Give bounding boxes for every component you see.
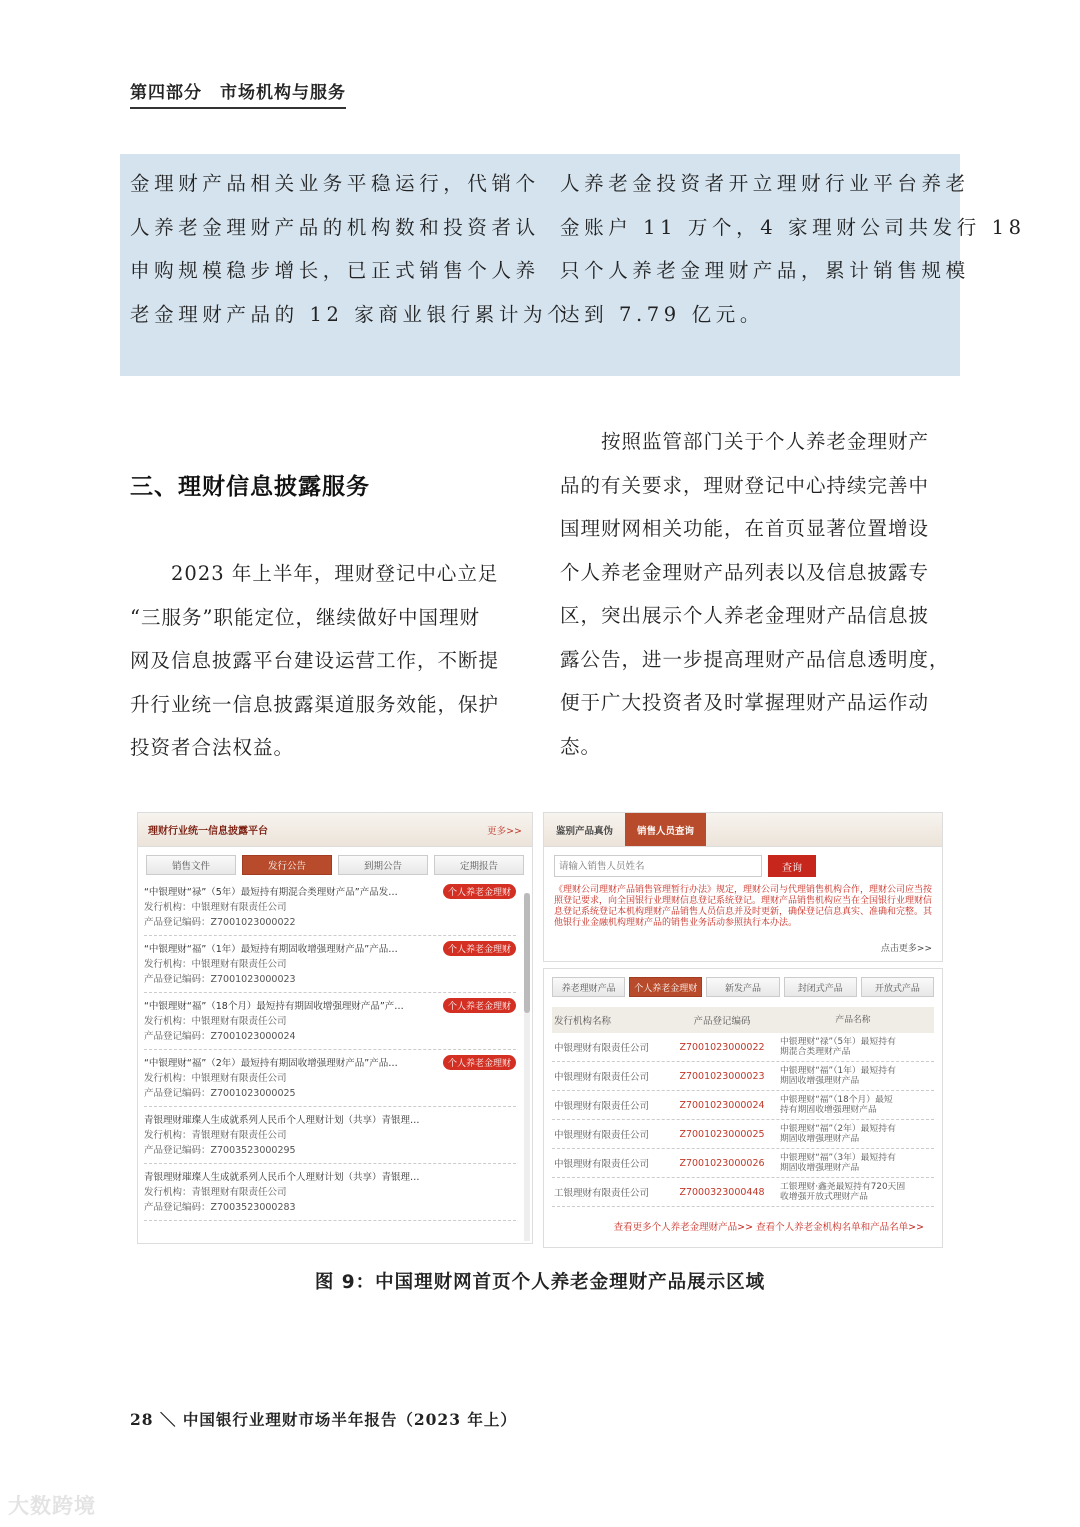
text-line: 只个人养老金理财产品，累计销售规模 <box>560 259 970 282</box>
text-line: 便于广大投资者及时掌握理财产品运作动 <box>560 691 930 714</box>
staff-search <box>544 847 942 885</box>
regulation-notice: 《理财公司理财产品销售管理暂行办法》规定，理财公司与代理销售机构合作，理财公司应当按照登记要求，向全国银行业理财信息登记系统登记。理财产品销售机构应当在全国银行业理财信息登记系统登记本机构理财产品销售人员信息并及时更新，确保登记信息真实、准确和完整。其他银行业金融机构理财产品的销售业务活动参照执行本办法。 <box>554 885 933 928</box>
table-row[interactable] <box>552 1091 934 1120</box>
cell-code: Z7000323000448 <box>679 1186 765 1198</box>
cell-org: 中银理财有限责任公司 <box>554 1130 650 1141</box>
cell-code: Z7001023000026 <box>679 1157 765 1169</box>
item-code: 产品登记编码：Z7001023000023 <box>144 974 296 985</box>
col-header-code: 产品登记编码 <box>693 1016 751 1027</box>
cell-org: 中银理财有限责任公司 <box>554 1159 650 1170</box>
pension-badge: 个人养老金理财 <box>443 1055 516 1070</box>
tab-maturity-notice[interactable]: 到期公告 <box>338 855 428 875</box>
pension-badge: 个人养老金理财 <box>443 998 516 1013</box>
text-line: 人养老金投资者开立理财行业平台养老 <box>560 172 970 195</box>
item-issuer: 发行机构：中银理财有限责任公司 <box>144 1073 287 1084</box>
cell-code: Z7001023000022 <box>679 1041 765 1053</box>
list-item[interactable] <box>144 1050 516 1107</box>
cell-org: 工银理财有限责任公司 <box>554 1188 650 1199</box>
item-code: 产品登记编码：Z7003523000295 <box>144 1145 296 1156</box>
name-line: 期固收增强理财产品 <box>780 1134 860 1144</box>
left-paragraph <box>130 552 499 770</box>
list-item[interactable] <box>144 1107 516 1164</box>
text-line: 达到 7.79 亿元。 <box>560 302 764 326</box>
name-line: 期混合类理财产品 <box>780 1047 851 1057</box>
figure-caption: 图 9：中国理财网首页个人养老金理财产品展示区域 <box>314 1272 766 1293</box>
text-line: 人养老金理财产品的机构数和投资者认 <box>130 215 540 239</box>
scrollbar[interactable] <box>524 893 530 1241</box>
section-header: 第四部分 市场机构与服务 <box>130 78 346 109</box>
text-line: 按照监管部门关于个人养老金理财产 <box>560 430 930 453</box>
highlight-box <box>120 154 1026 376</box>
click-more-link[interactable]: 点击更多>> <box>880 944 932 954</box>
table-row[interactable] <box>552 1149 934 1178</box>
disclosure-panel-title: 理财行业统一信息披露平台 <box>148 826 268 837</box>
tab-closed-products[interactable]: 封闭式产品 <box>784 977 857 997</box>
name-line: 中银理财“福”（18个月）最短 <box>780 1095 893 1105</box>
table-row[interactable] <box>552 1033 934 1062</box>
text-line: “三服务”职能定位，继续做好中国理财 <box>130 605 480 629</box>
tab-issue-notice[interactable]: 发行公告 <box>242 855 332 875</box>
product-tabs <box>544 969 942 1003</box>
disclosure-panel <box>137 812 533 1244</box>
text-line: 个人养老金理财产品列表以及信息披露专 <box>560 560 930 584</box>
watermark-logo: 大数跨境 <box>8 1494 96 1518</box>
text-line: 金理财产品相关业务平稳运行，代销个 <box>130 172 540 195</box>
item-title[interactable]: “中银理财“禄”（5年）最短持有期混合类理财产品”产品发… <box>144 887 398 898</box>
view-more-links[interactable]: 查看更多个人养老金理财产品>> 查看个人养老金机构名单和产品名单>> <box>613 1222 924 1233</box>
item-title[interactable]: “中银理财“福”（1年）最短持有期固收增强理财产品”产品… <box>144 944 398 955</box>
item-title[interactable]: 青银理财璀璨人生成就系列人民币个人理财计划（共享）青银理… <box>144 1172 420 1183</box>
tab-verify-product[interactable]: 鉴别产品真伪 <box>556 825 614 837</box>
tab-personal-pension[interactable]: 个人养老金理财 <box>629 977 702 997</box>
table-row[interactable] <box>552 1178 934 1207</box>
name-line: 持有期固收增强理财产品 <box>780 1105 877 1115</box>
item-code: 产品登记编码：Z7001023000024 <box>144 1031 296 1042</box>
page-footer: 28 ＼ 中国银行业理财市场半年报告（2023 年上） <box>130 1410 517 1429</box>
cell-code: Z7001023000025 <box>679 1128 765 1140</box>
product-list-panel <box>543 968 943 1248</box>
name-line: 中银理财“福”（1年）最短持有 <box>780 1066 896 1076</box>
text-line: 2023 年上半年，理财登记中心立足 <box>130 562 499 585</box>
name-line: 期固收增强理财产品 <box>780 1163 860 1173</box>
disclosure-tabs <box>138 847 532 879</box>
item-issuer: 发行机构：青银理财有限责任公司 <box>144 1187 287 1198</box>
query-button[interactable]: 查询 <box>768 855 816 877</box>
item-issuer: 发行机构：中银理财有限责任公司 <box>144 959 287 970</box>
tab-open-products[interactable]: 开放式产品 <box>861 977 934 997</box>
highlight-col-left <box>130 162 571 336</box>
name-line: 收增强开放式理财产品 <box>780 1192 868 1202</box>
text-line: 态。 <box>560 734 602 758</box>
col-header-org: 发行机构名称 <box>554 1016 612 1027</box>
item-issuer: 发行机构：中银理财有限责任公司 <box>144 1016 287 1027</box>
text-line: 老金理财产品的 12 家商业银行累计为个 <box>130 302 572 326</box>
item-code: 产品登记编码：Z7003523000283 <box>144 1202 296 1213</box>
list-item[interactable] <box>144 1164 516 1221</box>
table-row[interactable] <box>552 1062 934 1091</box>
item-title[interactable]: “中银理财“福”（18个月）最短持有期固收增强理财产品”产… <box>144 1001 404 1012</box>
list-item[interactable] <box>144 993 516 1050</box>
verify-tabs <box>544 813 942 847</box>
cell-org: 中银理财有限责任公司 <box>554 1043 650 1054</box>
cell-name[interactable] <box>772 1095 934 1115</box>
cell-code: Z7001023000024 <box>679 1099 765 1111</box>
text-line: 国理财网相关功能，在首页显著位置增设 <box>560 517 930 540</box>
name-line: 期固收增强理财产品 <box>780 1076 860 1086</box>
right-paragraph <box>560 420 950 768</box>
item-issuer: 发行机构：中银理财有限责任公司 <box>144 902 287 913</box>
cell-org: 中银理财有限责任公司 <box>554 1072 650 1083</box>
more-link[interactable]: 更多>> <box>487 825 522 837</box>
item-title[interactable]: “中银理财“福”（2年）最短持有期固收增强理财产品”产品… <box>144 1058 398 1069</box>
pension-badge: 个人养老金理财 <box>443 884 516 899</box>
highlight-col-right <box>560 162 1026 336</box>
tab-pension-products[interactable]: 养老理财产品 <box>552 977 625 997</box>
name-line: 中银理财“福”（2年）最短持有 <box>780 1124 896 1134</box>
name-line: 中银理财“福”（3年）最短持有 <box>780 1153 896 1163</box>
tab-sales-docs[interactable]: 销售文件 <box>146 855 236 875</box>
item-issuer: 发行机构：青银理财有限责任公司 <box>144 1130 287 1141</box>
text-line: 露公告，进一步提高理财产品信息透明度， <box>560 647 950 671</box>
text-line: 申购规模稳步增长，已正式销售个人养 <box>130 259 540 282</box>
cell-name[interactable] <box>772 1066 934 1086</box>
staff-name-input[interactable] <box>554 855 762 877</box>
cell-name[interactable] <box>772 1182 934 1202</box>
verify-panel <box>543 812 943 962</box>
cell-name[interactable] <box>772 1124 934 1144</box>
cell-org: 中银理财有限责任公司 <box>554 1101 650 1112</box>
text-line: 投资者合法权益。 <box>130 736 295 759</box>
text-line: 区，突出展示个人养老金理财产品信息披 <box>560 604 930 627</box>
name-line: 工银理财·鑫尧最短持有720天固 <box>780 1182 906 1192</box>
item-code: 产品登记编码：Z7001023000022 <box>144 917 296 928</box>
list-item[interactable] <box>144 879 516 936</box>
col-header-name: 产品名称 <box>835 1015 871 1025</box>
tab-periodic-report[interactable]: 定期报告 <box>434 855 524 875</box>
cell-name[interactable] <box>772 1037 934 1057</box>
pension-badge: 个人养老金理财 <box>443 941 516 956</box>
item-code: 产品登记编码：Z7001023000025 <box>144 1088 296 1099</box>
text-line: 网及信息披露平台建设运营工作，不断提 <box>130 649 500 672</box>
table-header <box>552 1007 934 1033</box>
product-table <box>552 1007 934 1207</box>
tab-new-products[interactable]: 新发产品 <box>706 977 779 997</box>
cell-name[interactable] <box>772 1153 934 1173</box>
table-row[interactable] <box>552 1120 934 1149</box>
item-title[interactable]: 青银理财璀璨人生成就系列人民币个人理财计划（共享）青银理… <box>144 1115 420 1126</box>
name-line: 中银理财“禄”（5年）最短持有 <box>780 1037 896 1047</box>
disclosure-panel-header <box>138 813 532 847</box>
tab-sales-staff[interactable]: 销售人员查询 <box>625 813 706 846</box>
cell-code: Z7001023000023 <box>679 1070 765 1082</box>
list-item[interactable] <box>144 936 516 993</box>
text-line: 升行业统一信息披露渠道服务效能，保护 <box>130 692 500 716</box>
text-line: 金账户 11 万个，4 家理财公司共发行 18 <box>560 215 1026 239</box>
text-line: 品的有关要求，理财登记中心持续完善中 <box>560 473 930 497</box>
scrollbar-thumb[interactable] <box>524 893 530 1013</box>
section-title: 三、理财信息披露服务 <box>130 474 370 500</box>
